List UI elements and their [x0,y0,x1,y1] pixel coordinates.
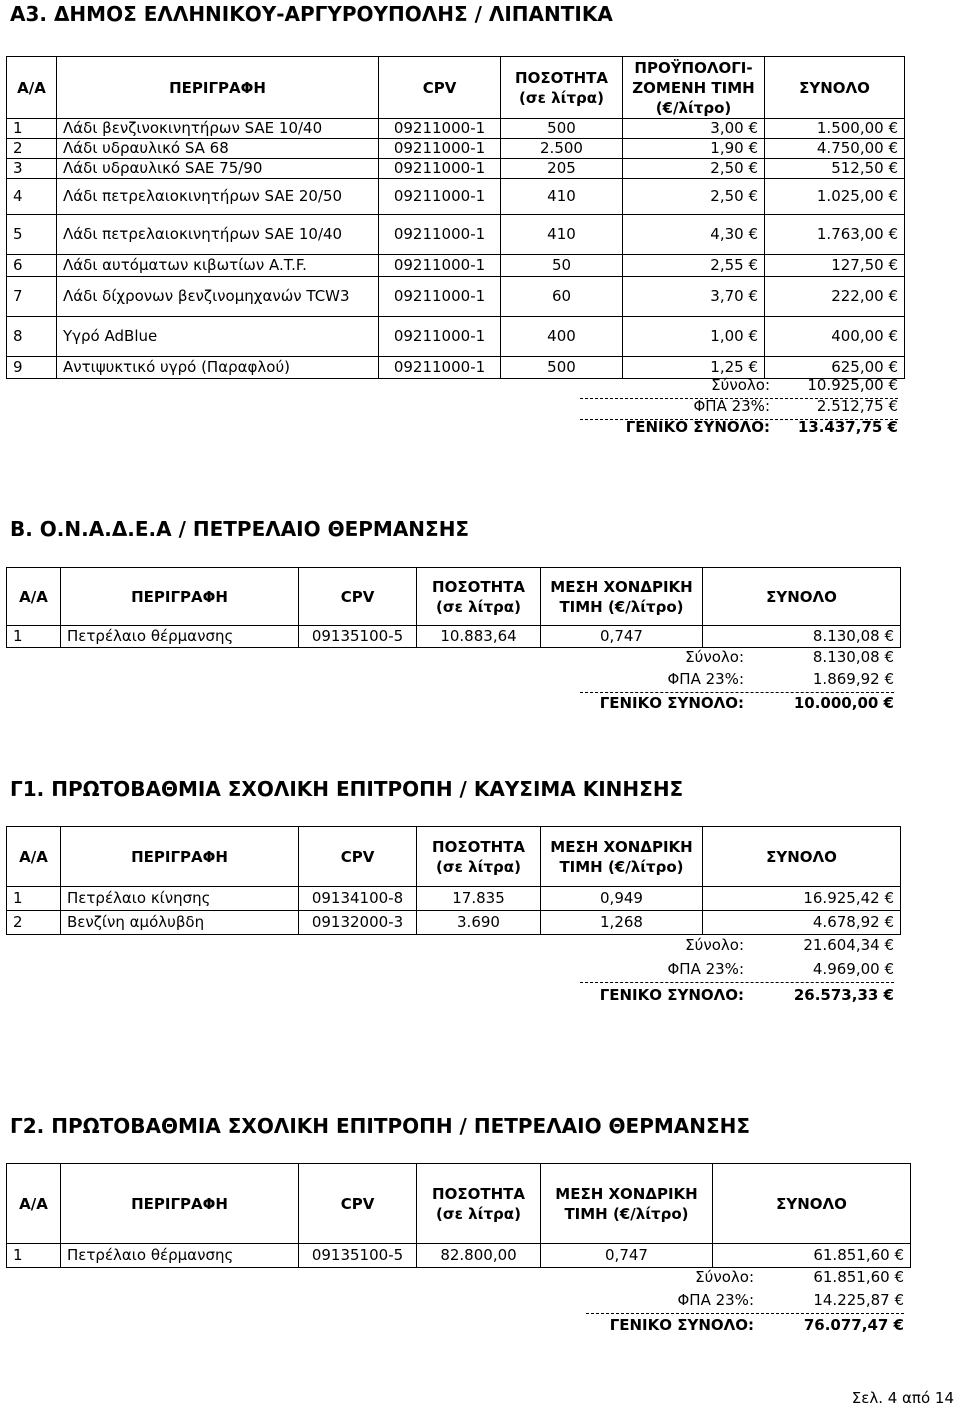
row-quantity: 410 [501,215,623,255]
row-index: 2 [7,139,57,159]
table-row [7,1244,911,1268]
row-quantity: 2.500 [501,139,623,159]
summary-vat [580,397,898,420]
summary-label: Σύνολο: [685,936,744,954]
col-header-avg-price: ΜΕΣΗ ΧΟΝΔΡΙΚΗ ΤΙΜΗ (€/λίτρο) [541,827,703,887]
section-title-a3: Α3. ΔΗΜΟΣ ΕΛΛΗΝΙΚΟΥ-ΑΡΓΥΡΟΥΠΟΛΗΣ / ΛΙΠΑΝΤΙΚΑ [10,2,613,26]
row-description: Λάδι υδραυλικό SAE 75/90 [57,159,379,179]
row-cpv: 09211000-1 [379,215,501,255]
summary-value: 61.851,60 € [813,1268,904,1286]
col-header-description: ΠΕΡΙΓΡΑΦΗ [61,827,299,887]
row-total: 1.500,00 € [765,119,905,139]
lubricants-table [6,56,905,379]
row-cpv: 09211000-1 [379,277,501,317]
row-cpv: 09211000-1 [379,179,501,215]
row-quantity: 50 [501,255,623,277]
school-heating-oil-table [6,1163,911,1268]
summary-value: 4.969,00 € [813,960,894,978]
col-header-avg-price: ΜΕΣΗ ΧΟΝΔΡΙΚΗ ΤΙΜΗ (€/λίτρο) [541,568,703,626]
col-header-total: ΣΥΝΟΛΟ [765,57,905,119]
row-index: 7 [7,277,57,317]
row-cpv: 09211000-1 [379,119,501,139]
col-header-description: ΠΕΡΙΓΡΑΦΗ [61,568,299,626]
row-avg-price: 0,747 [541,1244,713,1268]
table-row [7,139,905,159]
row-quantity: 17.835 [417,887,541,911]
summary-label: ΦΠΑ 23%: [667,960,744,978]
col-header-aa: Α/Α [7,827,61,887]
row-description: Λάδι βενζινοκινητήρων SAE 10/40 [57,119,379,139]
row-total: 512,50 € [765,159,905,179]
row-description: Πετρέλαιο κίνησης [61,887,299,911]
row-unit-price: 1,00 € [623,317,765,357]
row-index: 1 [7,1244,61,1268]
row-total: 16.925,42 € [703,887,901,911]
summary-subtotal [580,376,898,399]
section-title-b: Β. Ο.Ν.Α.Δ.Ε.Α / ΠΕΤΡΕΛΑΙΟ ΘΕΡΜΑΝΣΗΣ [10,517,470,541]
row-description: Λάδι πετρελαιοκινητήρων SAE 20/50 [57,179,379,215]
row-index: 5 [7,215,57,255]
table-row [7,119,905,139]
summary-value: 10.925,00 € [807,376,898,394]
col-header-cpv: CPV [299,827,417,887]
table-row [7,159,905,179]
row-cpv: 09211000-1 [379,255,501,277]
summary-label: Σύνολο: [685,648,744,666]
row-index: 1 [7,119,57,139]
row-description: Λάδι πετρελαιοκινητήρων SAE 10/40 [57,215,379,255]
row-unit-price: 1,25 € [623,357,765,379]
row-description: Λάδι δίχρονων βενζινομηχανών TCW3 [57,277,379,317]
row-description: Βενζίνη αμόλυβδη [61,911,299,935]
summary-value: 21.604,34 € [803,936,894,954]
table-row [7,317,905,357]
row-avg-price: 0,747 [541,626,703,648]
table-row [7,179,905,215]
row-unit-price: 3,00 € [623,119,765,139]
table-row [7,887,901,911]
row-cpv: 09211000-1 [379,139,501,159]
row-cpv: 09132000-3 [299,911,417,935]
row-index: 8 [7,317,57,357]
row-quantity: 500 [501,119,623,139]
row-quantity: 500 [501,357,623,379]
summary-value: 1.869,92 € [813,670,894,688]
summary-label: ΦΠΑ 23%: [667,670,744,688]
row-total: 1.025,00 € [765,179,905,215]
table-row [7,911,901,935]
table-row [7,255,905,277]
col-header-total: ΣΥΝΟΛΟ [703,827,901,887]
section-title-g1: Γ1. ΠΡΩΤΟΒΑΘΜΙΑ ΣΧΟΛΙΚΗ ΕΠΙΤΡΟΠΗ / ΚΑΥΣΙΜΑ ΚΙΝΗΣΗΣ [10,777,684,801]
col-header-description: ΠΕΡΙΓΡΑΦΗ [57,57,379,119]
row-description: Αντιψυκτικό υγρό (Παραφλού) [57,357,379,379]
col-header-cpv: CPV [379,57,501,119]
col-header-quantity: ΠΟΣΟΤΗΤΑ (σε λίτρα) [417,568,541,626]
col-header-cpv: CPV [299,568,417,626]
summary-value: 26.573,33 € [794,986,894,1004]
row-index: 1 [7,626,61,648]
summary-label: ΓΕΝΙΚΟ ΣΥΝΟΛΟ: [625,418,770,436]
summary-subtotal [586,1268,904,1290]
heating-oil-table [6,567,901,648]
row-total: 8.130,08 € [703,626,901,648]
summary-value: 76.077,47 € [804,1316,904,1334]
row-description: Πετρέλαιο θέρμανσης [61,1244,299,1268]
row-cpv: 09134100-8 [299,887,417,911]
summary-label: ΓΕΝΙΚΟ ΣΥΝΟΛΟ: [599,986,744,1004]
summary-label: ΓΕΝΙΚΟ ΣΥΝΟΛΟ: [599,694,744,712]
summary-value: 10.000,00 € [794,694,894,712]
summary-value: 13.437,75 € [798,418,898,436]
row-index: 3 [7,159,57,179]
row-quantity: 82.800,00 [417,1244,541,1268]
row-avg-price: 1,268 [541,911,703,935]
summary-label: Σύνολο: [695,1268,754,1286]
row-unit-price: 2,55 € [623,255,765,277]
row-unit-price: 4,30 € [623,215,765,255]
summary-label: Σύνολο: [711,376,770,394]
row-description: Λάδι υδραυλικό SA 68 [57,139,379,159]
row-quantity: 60 [501,277,623,317]
col-header-quantity: ΠΟΣΟΤΗΤΑ (σε λίτρα) [501,57,623,119]
row-description: Λάδι αυτόματων κιβωτίων A.T.F. [57,255,379,277]
col-header-aa: Α/Α [7,57,57,119]
summary-value: 8.130,08 € [813,648,894,666]
col-header-aa: Α/Α [7,1164,61,1244]
summary-subtotal [580,936,894,958]
table-row [7,626,901,648]
row-total: 127,50 € [765,255,905,277]
summary-grand-total [580,418,898,440]
page-number: Σελ. 4 από 14 [851,1389,954,1407]
row-total: 1.763,00 € [765,215,905,255]
table-row [7,215,905,255]
row-cpv: 09135100-5 [299,626,417,648]
row-cpv: 09211000-1 [379,357,501,379]
summary-label: ΦΠΑ 23%: [677,1291,754,1309]
row-description: Υγρό AdBlue [57,317,379,357]
col-header-aa: Α/Α [7,568,61,626]
col-header-avg-price: ΜΕΣΗ ΧΟΝΔΡΙΚΗ ΤΙΜΗ (€/λίτρο) [541,1164,713,1244]
table-row [7,277,905,317]
col-header-total: ΣΥΝΟΛΟ [703,568,901,626]
summary-vat [580,670,894,693]
col-header-cpv: CPV [299,1164,417,1244]
summary-vat [580,960,894,983]
summary-value: 14.225,87 € [813,1291,904,1309]
row-unit-price: 1,90 € [623,139,765,159]
row-unit-price: 2,50 € [623,159,765,179]
col-header-quantity: ΠΟΣΟΤΗΤΑ (σε λίτρα) [417,827,541,887]
row-quantity: 205 [501,159,623,179]
summary-grand-total [586,1316,904,1338]
row-quantity: 3.690 [417,911,541,935]
row-unit-price: 2,50 € [623,179,765,215]
row-total: 625,00 € [765,357,905,379]
row-total: 400,00 € [765,317,905,357]
row-index: 2 [7,911,61,935]
summary-value: 2.512,75 € [817,397,898,415]
summary-vat [586,1291,904,1314]
col-header-unit-price: ΠΡΟΫΠΟΛΟΓΙ-ΖΟΜΕΝΗ ΤΙΜΗ (€/λίτρο) [623,57,765,119]
row-unit-price: 3,70 € [623,277,765,317]
summary-grand-total [580,986,894,1008]
col-header-description: ΠΕΡΙΓΡΑΦΗ [61,1164,299,1244]
row-quantity: 400 [501,317,623,357]
row-avg-price: 0,949 [541,887,703,911]
col-header-total: ΣΥΝΟΛΟ [713,1164,911,1244]
section-title-g2: Γ2. ΠΡΩΤΟΒΑΘΜΙΑ ΣΧΟΛΙΚΗ ΕΠΙΤΡΟΠΗ / ΠΕΤΡΕΛΑΙΟ ΘΕΡΜΑΝΣΗΣ [10,1114,751,1138]
row-total: 4.750,00 € [765,139,905,159]
row-index: 4 [7,179,57,215]
row-cpv: 09211000-1 [379,159,501,179]
col-header-quantity: ΠΟΣΟΤΗΤΑ (σε λίτρα) [417,1164,541,1244]
summary-subtotal [580,648,894,670]
summary-label: ΓΕΝΙΚΟ ΣΥΝΟΛΟ: [609,1316,754,1334]
summary-grand-total [580,694,894,716]
motor-fuel-table [6,826,901,935]
row-cpv: 09135100-5 [299,1244,417,1268]
row-index: 6 [7,255,57,277]
row-description: Πετρέλαιο θέρμανσης [61,626,299,648]
row-total: 222,00 € [765,277,905,317]
row-cpv: 09211000-1 [379,317,501,357]
row-quantity: 410 [501,179,623,215]
row-total: 4.678,92 € [703,911,901,935]
row-index: 1 [7,887,61,911]
summary-label: ΦΠΑ 23%: [693,397,770,415]
row-index: 9 [7,357,57,379]
row-quantity: 10.883,64 [417,626,541,648]
row-total: 61.851,60 € [713,1244,911,1268]
